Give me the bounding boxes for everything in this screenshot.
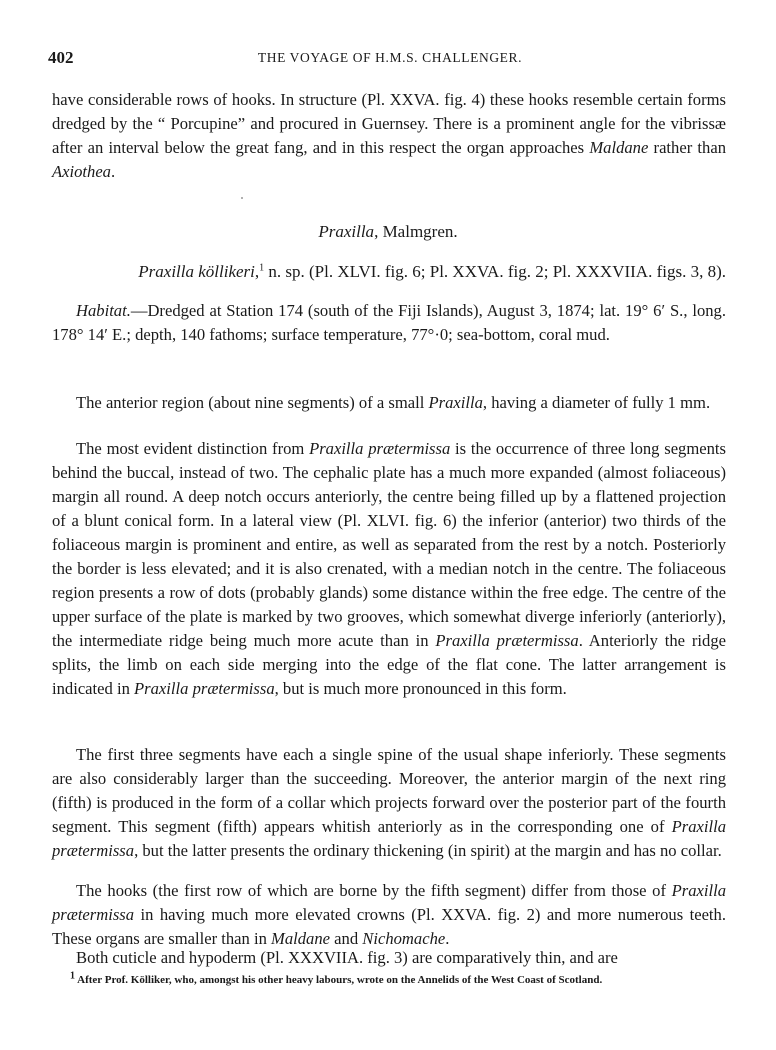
page-header bbox=[48, 48, 732, 70]
paragraph-cuticle: Both cuticle and hypoderm (Pl. XXXVIIA. fig. 3) are comparatively thin, and are bbox=[76, 948, 618, 967]
species-name: Praxilla köllikeri bbox=[138, 262, 255, 281]
running-title: THE VOYAGE OF H.M.S. CHALLENGER. bbox=[257, 50, 523, 65]
page-number: 402 bbox=[48, 48, 74, 67]
genus-heading: Praxilla, Malmgren. bbox=[318, 222, 458, 241]
species-heading: Praxilla köllikeri,$^1$ n. sp. (Pl. XLVI. fig. 6; Pl. XXVA. fig. 2; Pl. XXXVIIA. figs. 3, 8). bbox=[138, 262, 726, 281]
habitat-paragraph: Habitat.—Dredged at Station 174 (south of the Fiji Islands), August 3, 1874; lat. 19° 6′ S., long. 178° 14′ E.; depth, 140 fathoms; surface temperature, 77°·0; sea-bottom, coral mud. bbox=[52, 301, 726, 344]
taxon-axiothea: Axiothea bbox=[52, 162, 111, 181]
footnote-reference: 1 bbox=[259, 262, 265, 274]
footnote: $^1$ After Prof. Kölliker, who, amongst his other heavy labours, wrote on the Annelids of the West Coast of Scotland. bbox=[70, 970, 603, 986]
habitat-label: Habitat. bbox=[76, 301, 131, 320]
paragraph-segments: The first three segments have each a single spine of the usual shape inferiorly. These segments are also considerably larger than the succeeding. Moreover, the anterior margin of the next ring (fifth) is produced in the form of a collar which projects forward over the posterior part of the fourth segment. This segment (fifth) appears whitish anteriorly as in the corresponding one of Praxilla prætermissa, but the latter presents the ordinary thickening (in spirit) at the margin and has no collar. bbox=[52, 745, 726, 860]
paragraph-hooks: The hooks (the first row of which are borne by the fifth segment) differ from those of Praxilla prætermissa in having much more elevated crowns (Pl. XXVA. fig. 2) and more numerous teeth. These organs are smaller than in Maldane and Nichomache. bbox=[52, 881, 726, 948]
paragraph-hooks-continued: have considerable rows of hooks. In structure (Pl. XXVA. fig. 4) these hooks resemble certain forms dredged by the “ Porcupine” and procured in Guernsey. There is a prominent angle for the vibrissæ after an interval below the great fang, and in this respect the organ approaches Maldane rather than Axiothea. bbox=[52, 90, 726, 181]
taxon-maldane: Maldane bbox=[589, 138, 649, 157]
stray-mark bbox=[241, 197, 243, 199]
paragraph-distinction: The most evident distinction from Praxilla prætermissa is the occurrence of three long segments behind the buccal, instead of two. The cephalic plate has a much more expanded (almost foliaceous) margin all round. A deep notch occurs anteriorly, the centre being filled up by a flattened projection of a blunt conical form. In a lateral view (Pl. XLVI. fig. 6) the inferior (anterior) two thirds of the foliaceous margin is prominent and entire, as well as separated from the rest by a notch. Posteriorly the border is less elevated; and it is also crenated, with a median notch in the centre. The foliaceous region presents a row of dots (probably glands) some distance within the free edge. The centre of the upper surface of the plate is marked by two grooves, which somewhat diverge inferiorly (anteriorly), the intermediate ridge being much more acute than in Praxilla prætermissa. Anteriorly the ridge splits, the limb on each side merging into the edge of the flat cone. The latter arrangement is indicated in Praxilla prætermissa, but is much more pronounced in this form. bbox=[52, 439, 726, 698]
paragraph-anterior-region: The anterior region (about nine segments) of a small Praxilla, having a diameter of fully 1 mm. bbox=[76, 393, 711, 412]
